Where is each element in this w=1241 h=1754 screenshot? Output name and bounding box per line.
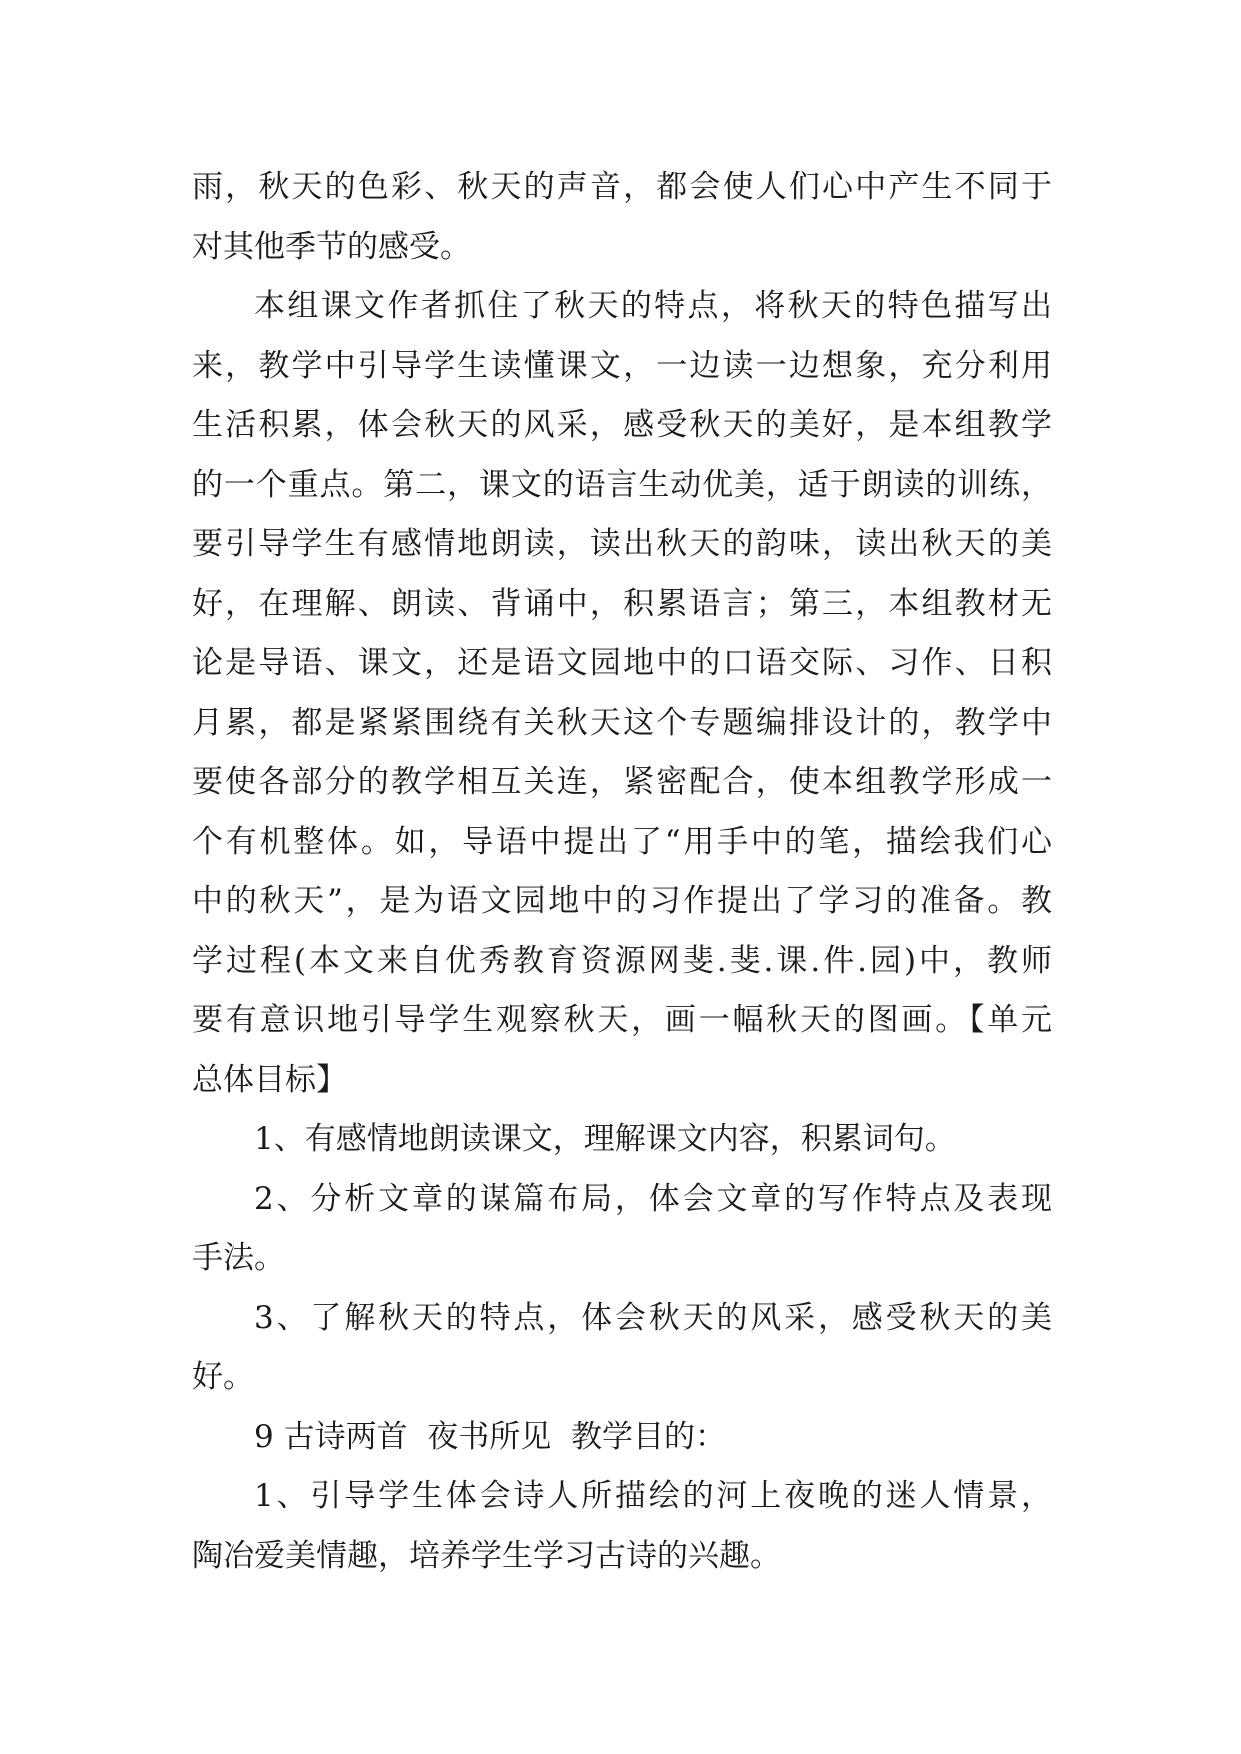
text-line: 好，在理解、朗读、背诵中，积累语言；第三，本组教材无 bbox=[192, 585, 1052, 622]
document-body bbox=[192, 158, 1052, 1586]
paragraph bbox=[192, 1408, 1052, 1468]
text-line: 来，教学中引导学生读懂课文，一边读一边想象，充分利用 bbox=[192, 347, 1052, 384]
text-line: 对其他季节的感受。 bbox=[192, 228, 471, 265]
paragraph bbox=[192, 1170, 1052, 1289]
text-line: 2、分析文章的谋篇布局，体会文章的写作特点及表现 bbox=[254, 1180, 1052, 1217]
text-line: 雨，秋天的色彩、秋天的声音，都会使人们心中产生不同于 bbox=[192, 169, 1052, 205]
text-line: 要有意识地引导学生观察秋天，画一幅秋天的图画。【单元 bbox=[192, 1002, 1052, 1038]
paragraph bbox=[192, 158, 1052, 277]
paragraph bbox=[192, 277, 1052, 1110]
text-line: 9 古诗两首 夜书所见 教学目的： bbox=[254, 1418, 726, 1455]
text-line: 1、有感情地朗读课文，理解课文内容，积累词句。 bbox=[254, 1121, 956, 1157]
text-line: 好。 bbox=[192, 1359, 254, 1395]
text-line: 手法。 bbox=[192, 1240, 285, 1276]
text-line: 本组课文作者抓住了秋天的特点，将秋天的特色描写出 bbox=[254, 288, 1052, 324]
text-line: 个有机整体。如，导语中提出了“用手中的笔，描绘我们心 bbox=[192, 823, 1052, 860]
text-line: 月累，都是紧紧围绕有关秋天这个专题编排设计的，教学中 bbox=[192, 704, 1052, 741]
text-line: 中的秋天”，是为语文园地中的习作提出了学习的准备。教 bbox=[192, 883, 1052, 919]
text-line: 要使各部分的教学相互关连，紧密配合，使本组教学形成一 bbox=[192, 764, 1052, 800]
text-line: 总体目标】 bbox=[192, 1061, 347, 1098]
paragraph bbox=[192, 1289, 1052, 1408]
text-line: 1、引导学生体会诗人所描绘的河上夜晚的迷人情景， bbox=[254, 1478, 1052, 1514]
paragraph bbox=[192, 1467, 1052, 1586]
text-line: 要引导学生有感情地朗读，读出秋天的韵味，读出秋天的美 bbox=[192, 526, 1052, 562]
text-line: 3、了解秋天的特点，体会秋天的风采，感受秋天的美 bbox=[254, 1299, 1052, 1336]
text-line: 陶冶爱美情趣，培养学生学习古诗的兴趣。 bbox=[192, 1537, 781, 1574]
paragraph bbox=[192, 1110, 1052, 1170]
text-line: 的一个重点。第二，课文的语言生动优美，适于朗读的训练， bbox=[192, 466, 1052, 503]
text-line: 学过程(本文来自优秀教育资源网斐.斐.课.件.园)中，教师 bbox=[192, 942, 1052, 979]
text-line: 生活积累，体会秋天的风采，感受秋天的美好，是本组教学 bbox=[192, 407, 1052, 443]
text-line: 论是导语、课文，还是语文园地中的口语交际、习作、日积 bbox=[192, 645, 1052, 681]
